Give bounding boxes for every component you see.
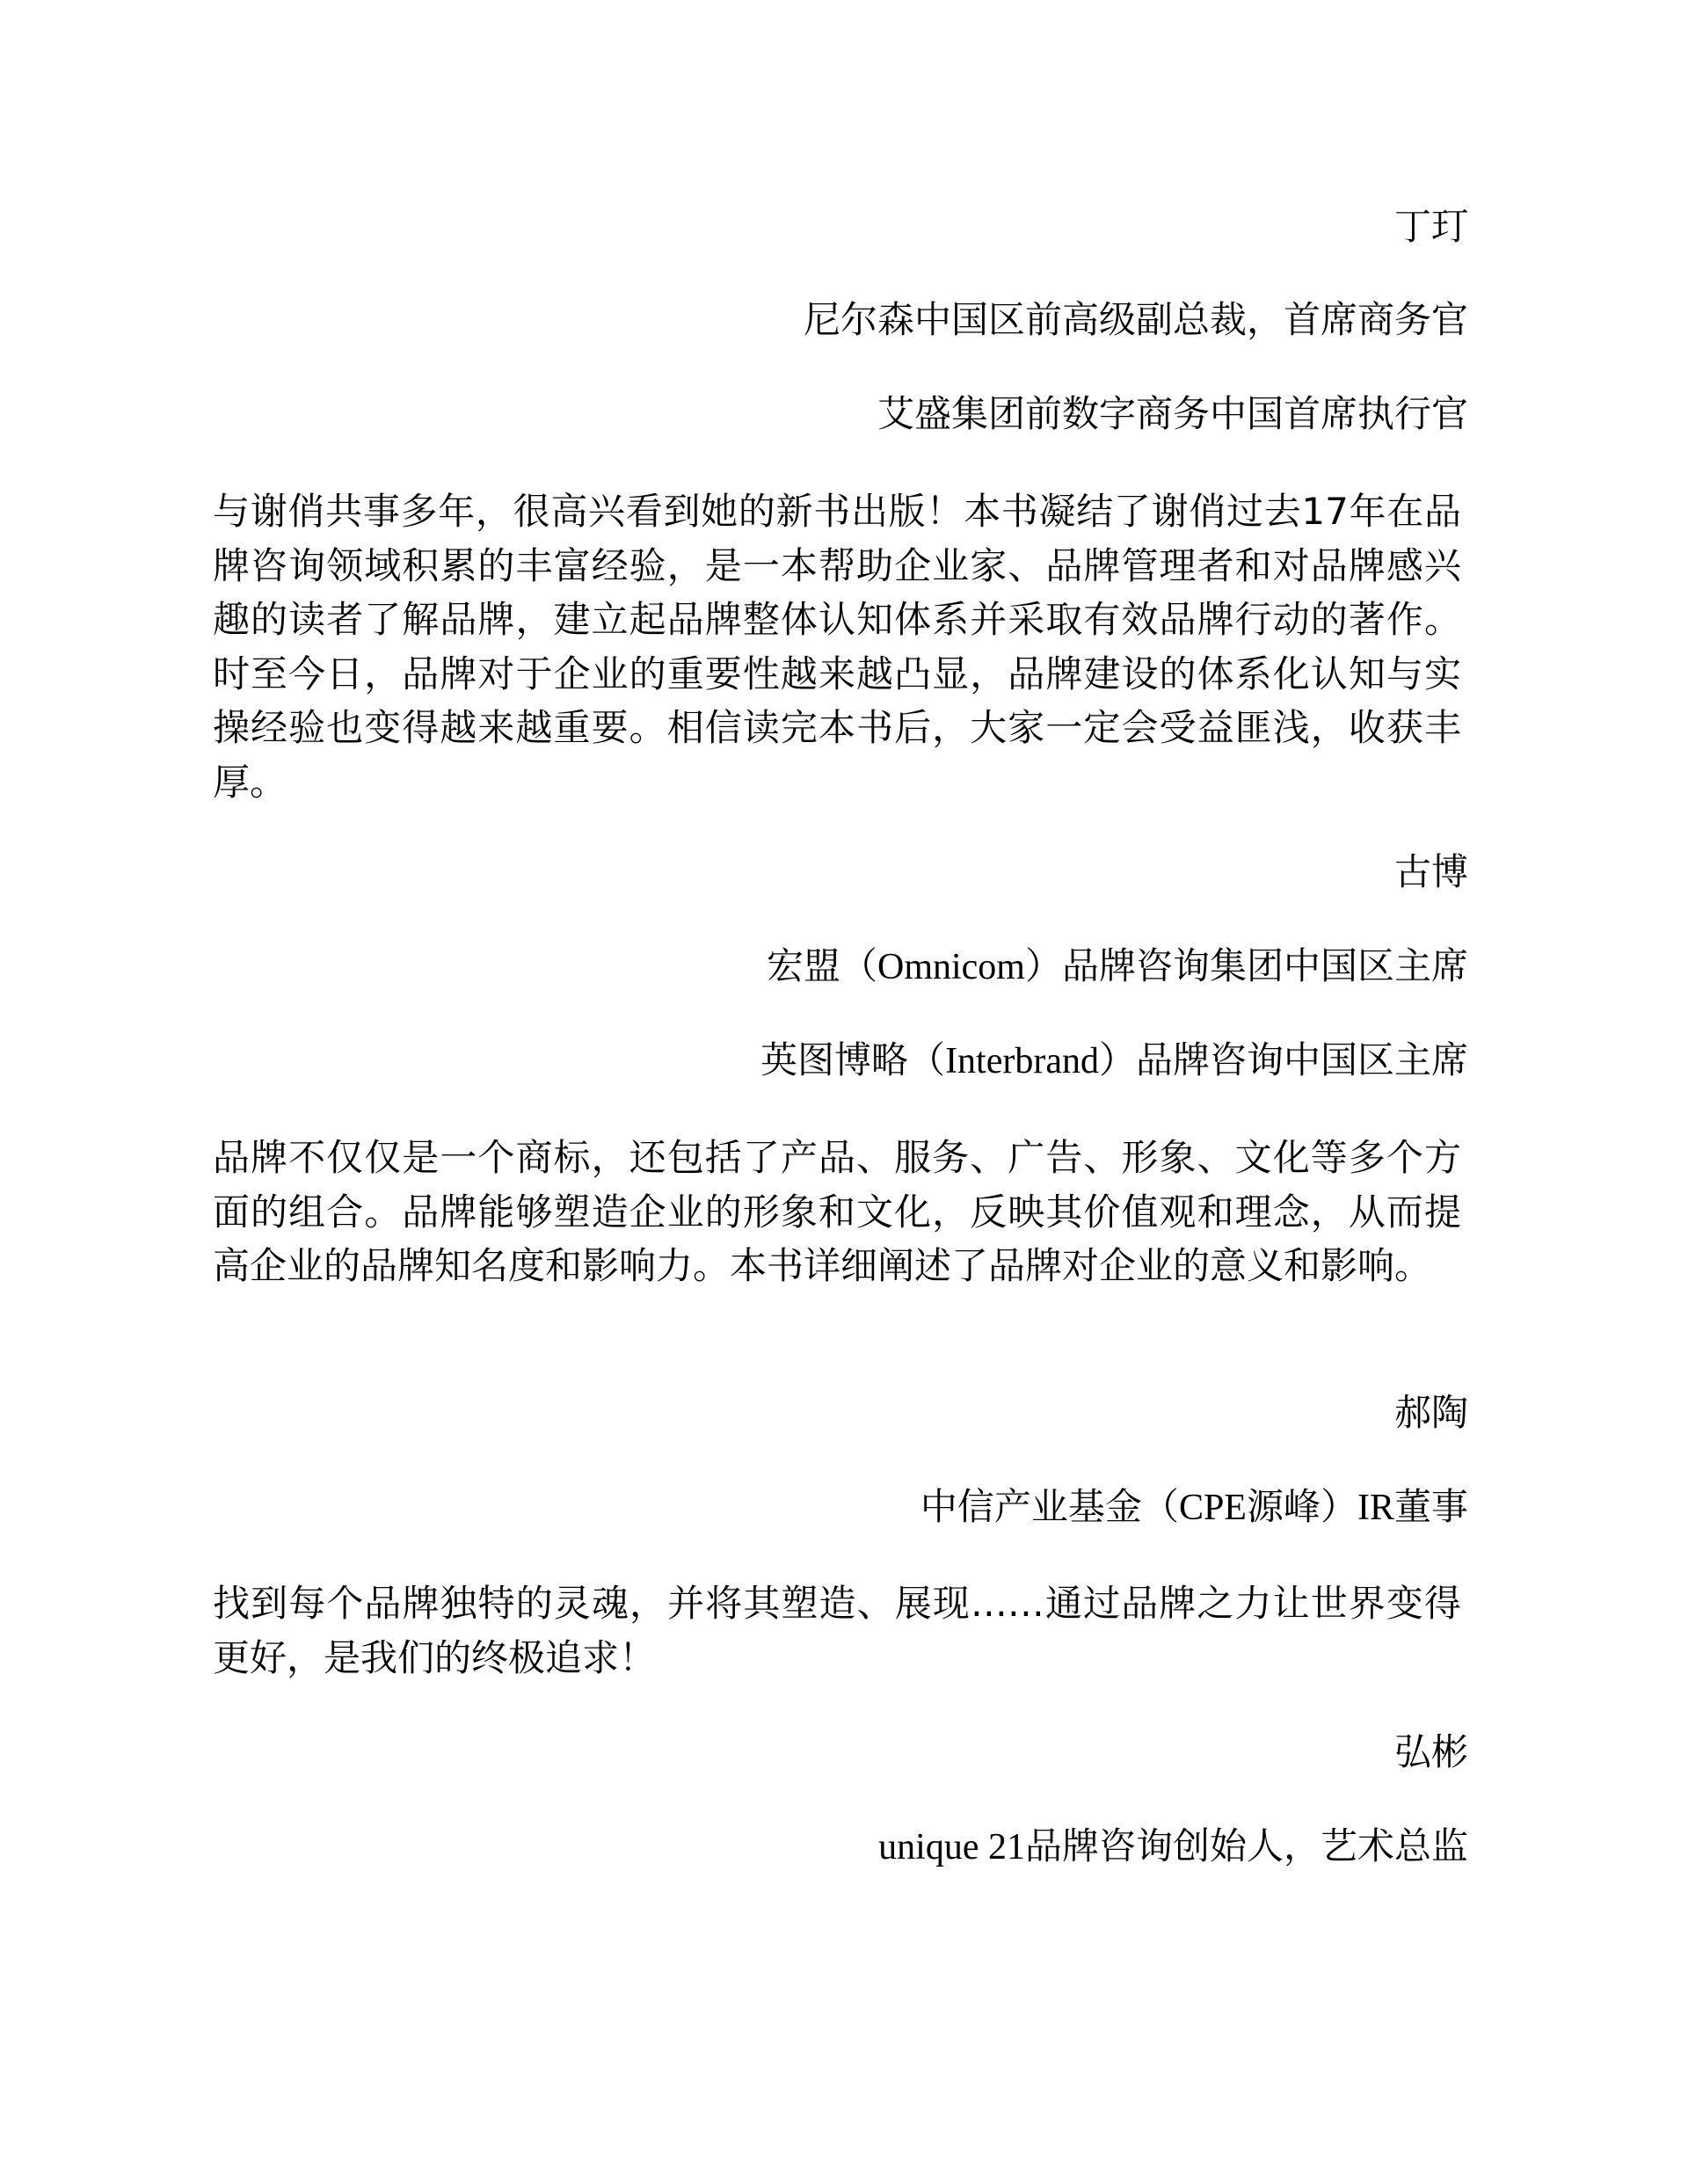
endorser-title: 尼尔森中国区前高级副总裁，首席商务官: [803, 298, 1468, 341]
endorser-name-hao-tao: 郝陶: [1393, 1391, 1468, 1434]
endorsement-paragraph: 品牌不仅仅是一个商标，还包括了产品、服务、广告、形象、文化等多个方面的组合。品牌能够塑造企业的形象和文化，反映其价值观和理念，从而提高企业的品牌知名度和影响力。本书详细阐述了品牌对企业的意义和影响。: [213, 1136, 1461, 1287]
endorser-title: 英图博略（Interbrand）品牌咨询中国区主席: [760, 1038, 1468, 1081]
endorser-name-gu-bo: 古博: [1393, 850, 1468, 893]
endorsement-paragraph: 与谢俏共事多年，很高兴看到她的新书出版！本书凝结了谢俏过去17年在品牌咨询领域积累的丰富经验，是一本帮助企业家、品牌管理者和对品牌感兴趣的读者了解品牌，建立起品牌整体认知体系并采取有效品牌行动的著作。时至今日，品牌对于企业的重要性越来越凸显，品牌建设的体系化认知与实操经验也变得越来越重要。相信读完本书后，大家一定会受益匪浅，收获丰厚。: [213, 490, 1461, 804]
endorsement-paragraph: 找到每个品牌独特的灵魂，并将其塑造、展现……通过品牌之力让世界变得更好，是我们的终极追求！: [213, 1582, 1461, 1679]
document-page: [213, 0, 1468, 2184]
endorser-name-hong-bin: 弘彬: [1393, 1730, 1468, 1773]
endorser-title: 艾盛集团前数字商务中国首席执行官: [877, 392, 1468, 435]
endorser-title: 中信产业基金（CPE源峰）IR董事: [920, 1485, 1468, 1528]
endorser-title: unique 21品牌咨询创始人，艺术总监: [878, 1824, 1468, 1867]
endorser-name-ding-ding: 丁玎: [1393, 205, 1468, 248]
endorser-title: 宏盟（Omnicom）品牌咨询集团中国区主席: [766, 944, 1468, 987]
